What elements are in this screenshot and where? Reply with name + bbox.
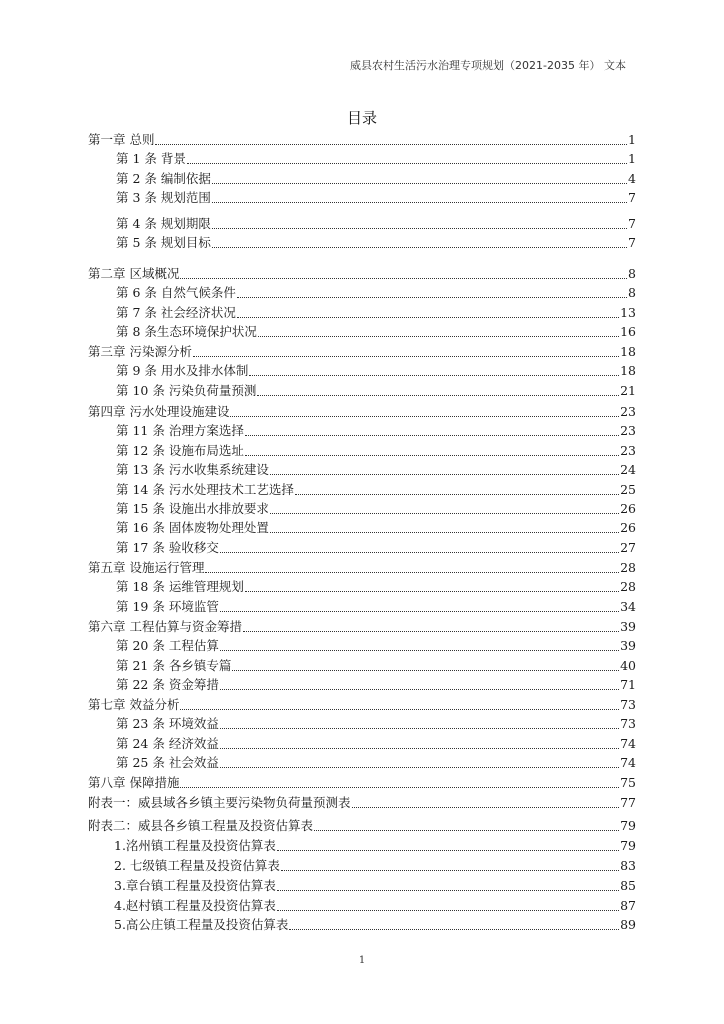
toc-entry-page: 79	[620, 838, 636, 853]
toc-entry[interactable]	[88, 557, 636, 577]
toc-entry[interactable]	[88, 713, 636, 733]
toc-entry-label: 第 17 条 验收移交	[116, 540, 219, 555]
toc-leader-dots	[258, 322, 619, 337]
toc-entry[interactable]	[88, 479, 636, 499]
toc-entry-page: 71	[620, 677, 636, 692]
toc-leader-dots	[187, 149, 627, 164]
toc-entry[interactable]	[88, 302, 636, 322]
toc-leader-dots	[257, 381, 619, 396]
toc-entry[interactable]	[88, 232, 636, 252]
toc-leader-dots	[220, 597, 619, 612]
toc-entry-label: 4.赵村镇工程量及投资估算表	[114, 898, 276, 913]
toc-leader-dots	[212, 233, 627, 248]
toc-entry-page: 21	[620, 383, 636, 398]
toc-leader-dots	[245, 441, 619, 456]
toc-entry[interactable]	[88, 694, 636, 714]
toc-entry[interactable]	[88, 187, 636, 207]
toc-entry[interactable]	[88, 655, 636, 675]
toc-entry-page: 7	[628, 190, 636, 205]
toc-entry[interactable]	[88, 792, 636, 812]
toc-entry-label: 第六章 工程估算与资金筹措	[88, 619, 242, 634]
toc-entry-label: 第八章 保障措施	[88, 775, 180, 790]
toc-entry-label: 第 4 条 规划期限	[116, 216, 211, 231]
toc-leader-dots	[270, 518, 619, 533]
toc-entry-page: 28	[620, 560, 636, 575]
toc-entry-page: 23	[620, 443, 636, 458]
toc-leader-dots	[180, 773, 619, 788]
toc-entry[interactable]	[88, 835, 636, 855]
toc-entry-label: 附表一：威县域各乡镇主要污染物负荷量预测表	[88, 795, 351, 810]
toc-entry-label: 第 7 条 社会经济状况	[116, 305, 236, 320]
toc-entry[interactable]	[88, 733, 636, 753]
toc-entry[interactable]	[88, 576, 636, 596]
toc-leader-dots	[314, 816, 619, 831]
toc-entry-page: 18	[620, 363, 636, 378]
toc-entry-page: 40	[620, 658, 636, 673]
toc-entry-page: 8	[628, 285, 636, 300]
toc-leader-dots	[193, 342, 619, 357]
toc-entry-label: 第 23 条 环境效益	[116, 716, 219, 731]
toc-entry[interactable]	[88, 213, 636, 233]
toc-entry-label: 第 15 条 设施出水排放要求	[116, 501, 269, 516]
toc-entry-label: 第五章 设施运行管理	[88, 560, 205, 575]
toc-entry-page: 7	[628, 235, 636, 250]
toc-entry-label: 第一章 总则	[88, 132, 155, 147]
toc-leader-dots	[277, 876, 619, 891]
toc-entry[interactable]	[88, 914, 636, 934]
toc-entry[interactable]	[88, 752, 636, 772]
toc-entry-label: 1.洺州镇工程量及投资估算表	[114, 838, 276, 853]
toc-entry-label: 5.高公庄镇工程量及投资估算表	[114, 917, 289, 932]
toc-entry-label: 第 22 条 资金筹措	[116, 677, 219, 692]
toc-entry-page: 25	[620, 482, 636, 497]
toc-entry-page: 23	[620, 423, 636, 438]
toc-entry[interactable]	[88, 380, 636, 400]
toc-entry-label: 第 25 条 社会效益	[116, 755, 219, 770]
toc-entry-label: 第 5 条 规划目标	[116, 235, 211, 250]
toc-entry-label: 第 16 条 固体废物处理处置	[116, 520, 269, 535]
toc-leader-dots	[289, 915, 619, 930]
toc-entry[interactable]	[88, 341, 636, 361]
toc-leader-dots	[243, 617, 619, 632]
toc-leader-dots	[230, 402, 619, 417]
toc-leader-dots	[245, 577, 619, 592]
toc-entry-label: 第二章 区域概况	[88, 266, 180, 281]
toc-entry-page: 79	[620, 818, 636, 833]
toc-leader-dots	[352, 793, 620, 808]
toc-entry-page: 1	[628, 132, 636, 147]
toc-leader-dots	[180, 695, 619, 710]
toc-entry-page: 8	[628, 266, 636, 281]
toc-entry-page: 75	[620, 775, 636, 790]
toc-entry[interactable]	[88, 875, 636, 895]
toc-entry-page: 74	[620, 755, 636, 770]
toc-leader-dots	[277, 836, 619, 851]
toc-entry[interactable]	[88, 895, 636, 915]
toc-entry[interactable]	[88, 596, 636, 616]
toc-entry-page: 39	[620, 619, 636, 634]
toc-entry-label: 第 19 条 环境监管	[116, 599, 219, 614]
toc-entry[interactable]	[88, 321, 636, 341]
toc-leader-dots	[212, 214, 627, 229]
toc-leader-dots	[212, 169, 627, 184]
toc-entry-page: 27	[620, 540, 636, 555]
toc-leader-dots	[237, 283, 627, 298]
toc-leader-dots	[220, 538, 619, 553]
toc-entry-page: 87	[620, 898, 636, 913]
toc-entry-label: 第 11 条 治理方案选择	[116, 423, 244, 438]
toc-entry-page: 7	[628, 216, 636, 231]
toc-entry-page: 34	[620, 599, 636, 614]
toc-entry[interactable]	[88, 517, 636, 537]
toc-entry[interactable]	[88, 129, 636, 149]
toc-entry-page: 73	[620, 716, 636, 731]
toc-entry-page: 26	[620, 501, 636, 516]
toc-leader-dots	[220, 753, 619, 768]
toc-entry-page: 23	[620, 404, 636, 419]
toc-entry-page: 89	[620, 917, 636, 932]
toc-entry[interactable]	[88, 168, 636, 188]
toc-entry-page: 18	[620, 344, 636, 359]
toc-entry-label: 第 2 条 编制依据	[116, 171, 211, 186]
toc-entry[interactable]	[88, 616, 636, 636]
toc-leader-dots	[205, 558, 619, 573]
toc-entry-label: 第四章 污水处理设施建设	[88, 404, 230, 419]
toc-entry-page: 13	[620, 305, 636, 320]
toc-entry-page: 26	[620, 520, 636, 535]
toc-leader-dots	[180, 264, 627, 279]
toc-entry-label: 附表二：威县各乡镇工程量及投资估算表	[88, 818, 314, 833]
toc-entry-label: 第 20 条 工程估算	[116, 638, 219, 653]
running-header: 威县农村生活污水治理专项规划（2021-2035 年） 文本	[350, 59, 626, 72]
toc-leader-dots	[237, 303, 619, 318]
toc-leader-dots	[220, 714, 619, 729]
toc-entry-label: 第 3 条 规划范围	[116, 190, 211, 205]
toc-leader-dots	[277, 896, 619, 911]
toc-leader-dots	[212, 188, 627, 203]
toc-entry-label: 2. 七级镇工程量及投资估算表	[114, 858, 280, 873]
page-number: 1	[358, 955, 366, 966]
toc-entry-label: 第七章 效益分析	[88, 697, 180, 712]
toc-entry-page: 4	[628, 171, 636, 186]
toc-leader-dots	[232, 656, 619, 671]
toc-entry-label: 第 13 条 污水收集系统建设	[116, 462, 269, 477]
toc-entry-label: 第 14 条 污水处理技术工艺选择	[116, 482, 294, 497]
toc-entry-label: 第 9 条 用水及排水体制	[116, 363, 249, 378]
toc-entry-page: 16	[620, 324, 636, 339]
toc-leader-dots	[295, 480, 619, 495]
toc-leader-dots	[249, 361, 619, 376]
toc-title: 目录	[346, 109, 377, 127]
toc-entry[interactable]	[88, 282, 636, 302]
toc-entry-label: 第 6 条 自然气候条件	[116, 285, 236, 300]
toc-entry[interactable]	[88, 855, 636, 875]
toc-entry-label: 第 21 条 各乡镇专篇	[116, 658, 232, 673]
toc-entry-page: 1	[628, 151, 636, 166]
toc-entry-page: 85	[620, 878, 636, 893]
toc-entry-page: 83	[620, 858, 636, 873]
toc-entry-page: 77	[620, 795, 636, 810]
toc-entry[interactable]	[88, 148, 636, 168]
toc-entry-label: 3.章台镇工程量及投资估算表	[114, 878, 276, 893]
toc-entry[interactable]	[88, 420, 636, 440]
toc-leader-dots	[281, 856, 619, 871]
toc-entry-label: 第 8 条生态环境保护状况	[116, 324, 257, 339]
toc-entry-page: 74	[620, 736, 636, 751]
toc-entry[interactable]	[88, 815, 636, 835]
toc-entry[interactable]	[88, 360, 636, 380]
toc-entry-label: 第 24 条 经济效益	[116, 736, 219, 751]
toc-entry-page: 28	[620, 579, 636, 594]
toc-leader-dots	[220, 675, 619, 690]
toc-leader-dots	[270, 499, 619, 514]
toc-entry-page: 73	[620, 697, 636, 712]
toc-entry[interactable]	[88, 537, 636, 557]
toc-entry-label: 第 1 条 背景	[116, 151, 186, 166]
toc-entry[interactable]	[88, 772, 636, 792]
toc-entry-page: 39	[620, 638, 636, 653]
toc-entry-page: 24	[620, 462, 636, 477]
toc-entry-label: 第 18 条 运维管理规划	[116, 579, 244, 594]
toc-entry[interactable]	[88, 674, 636, 694]
toc-entry[interactable]	[88, 263, 636, 283]
toc-entry-label: 第 12 条 设施布局选址	[116, 443, 244, 458]
toc-entry[interactable]	[88, 401, 636, 421]
toc-entry[interactable]	[88, 440, 636, 460]
toc-leader-dots	[220, 734, 619, 749]
toc-entry-label: 第三章 污染源分析	[88, 344, 192, 359]
toc-leader-dots	[155, 130, 627, 145]
toc-leader-dots	[270, 460, 619, 475]
toc-entry[interactable]	[88, 498, 636, 518]
toc-leader-dots	[245, 421, 619, 436]
toc-leader-dots	[220, 636, 619, 651]
toc-entry[interactable]	[88, 459, 636, 479]
toc-entry[interactable]	[88, 635, 636, 655]
toc-entry-label: 第 10 条 污染负荷量预测	[116, 383, 257, 398]
